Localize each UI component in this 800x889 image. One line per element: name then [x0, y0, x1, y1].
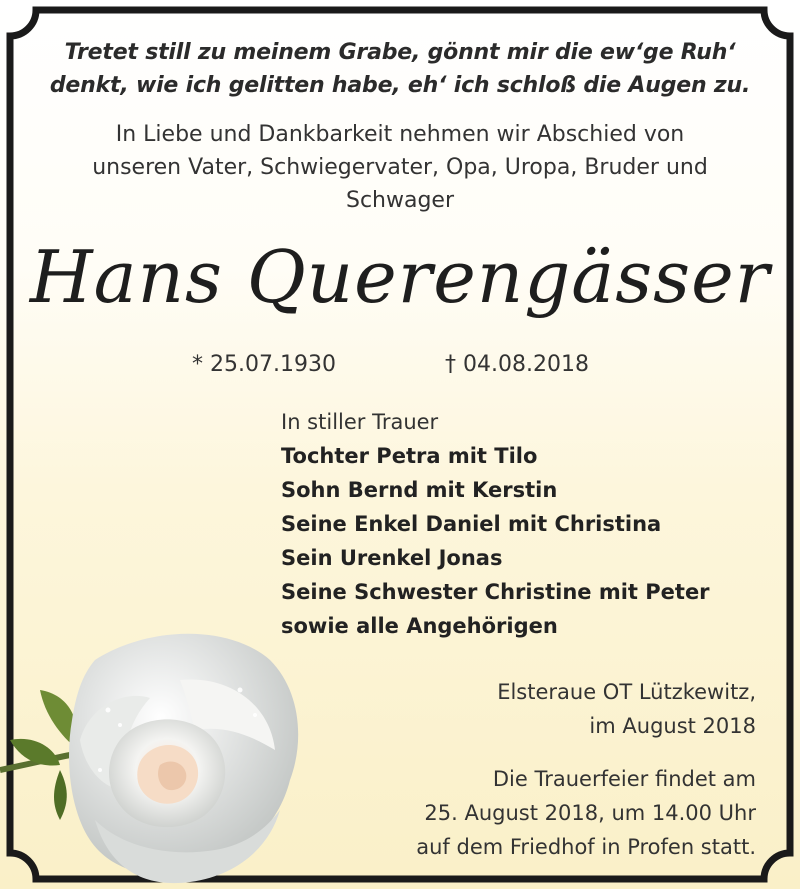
intro-line-3: Schwager: [345, 188, 455, 213]
mourner-entry: Sein Urenkel Jonas: [281, 546, 503, 570]
motto-line-1: Tretet still zu meinem Grabe, gönnt mir die ew‘ge Ruh‘: [64, 40, 736, 65]
mourner-entry: Tochter Petra mit Tilo: [281, 444, 538, 468]
mourner-entry: Seine Schwester Christine mit Peter: [281, 580, 710, 604]
intro-line-2: unseren Vater, Schwiegervater, Opa, Uropa, Bruder und: [92, 155, 708, 180]
mourners-list: [281, 405, 710, 643]
white-rose-image: [0, 620, 310, 889]
birth-date: * 25.07.1930: [192, 352, 336, 377]
motto-line-2: denkt, wie ich gelitten habe, eh‘ ich schloß die Augen zu.: [49, 73, 751, 98]
farewell-intro: [0, 118, 800, 217]
motto-verse: [0, 36, 800, 102]
mourner-entry: Seine Enkel Daniel mit Christina: [281, 512, 662, 536]
mourning-lead: In stiller Trauer: [281, 410, 439, 434]
funeral-service-notice: [416, 762, 756, 864]
mourner-entry: Sohn Bernd mit Kerstin: [281, 478, 558, 502]
death-date: † 04.08.2018: [445, 352, 589, 377]
deceased-name: Hans Querengässer: [29, 235, 771, 319]
place-line-2: im August 2018: [589, 714, 756, 738]
place-and-date: [497, 675, 756, 743]
service-line-1: Die Trauerfeier findet am: [492, 767, 756, 791]
service-line-3: auf dem Friedhof in Profen statt.: [416, 835, 756, 859]
intro-line-1: In Liebe und Dankbarkeit nehmen wir Abschied von: [115, 122, 685, 147]
mourner-entry: sowie alle Angehörigen: [281, 614, 558, 638]
place-line-1: Elsteraue OT Lützkewitz,: [497, 680, 756, 704]
service-line-2: 25. August 2018, um 14.00 Uhr: [424, 801, 756, 825]
